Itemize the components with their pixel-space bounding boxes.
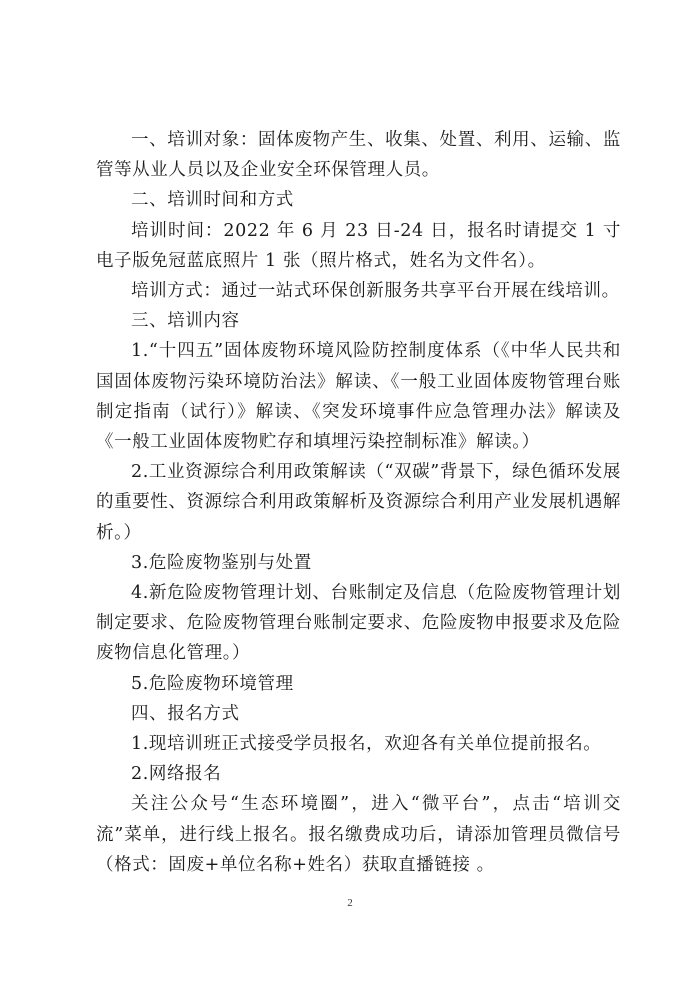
content-item-5: 5.危险废物环境管理	[131, 673, 294, 694]
content-item-4: 4.新危险废物管理计划、台账制定及信息（危险废物管理计划制定要求、危险废物管理台账制定要求、危险废物申报要求及危险废物信息化管理。）	[96, 583, 621, 664]
training-method-paragraph: 培训方式：通过一站式环保创新服务共享平台开展在线培训。	[131, 281, 620, 302]
section-heading-content: 三、培训内容	[131, 311, 240, 332]
training-time-paragraph: 培训时间：2022 年 6 月 23 日-24 日，报名时请提交 1 寸电子版免冠蓝底照片 1 张（照片格式，姓名为文件名）。	[96, 220, 621, 271]
content-item-3: 3.危险废物鉴别与处置	[131, 552, 312, 573]
online-registration-instructions: 关注公众号“生态环境圈”，进入“微平台”，点击“培训交流”菜单，进行线上报名。报名缴费成功后，请添加管理员微信号（格式：固废+单位名称+姓名）获取直播链接 。	[96, 794, 621, 875]
document-body	[96, 125, 621, 880]
section-heading-registration: 四、报名方式	[131, 703, 240, 724]
registration-item-2: 2.网络报名	[131, 764, 222, 785]
content-item-2: 2.工业资源综合利用政策解读（“双碳”背景下，绿色循环发展的重要性、资源综合利用政策解析及资源综合利用产业发展机遇解析。）	[96, 462, 621, 543]
registration-item-1: 1.现培训班正式接受学员报名，欢迎各有关单位提前报名。	[131, 734, 602, 755]
section-heading-time-method: 二、培训时间和方式	[131, 190, 294, 211]
section-training-target: 一、培训对象：固体废物产生、收集、处置、利用、运输、监管等从业人员以及企业安全环保管理人员。	[96, 130, 621, 181]
page-number: 2	[347, 897, 353, 909]
content-item-1: 1.“十四五”固体废物环境风险防控制度体系（《中华人民共和国固体废物污染环境防治法》解读、《一般工业固体废物管理台账制定指南（试行）》解读、《突发环境事件应急管理办法》解读及《一般工业固体废物贮存和填埋污染控制标准》解读。）	[96, 341, 621, 453]
